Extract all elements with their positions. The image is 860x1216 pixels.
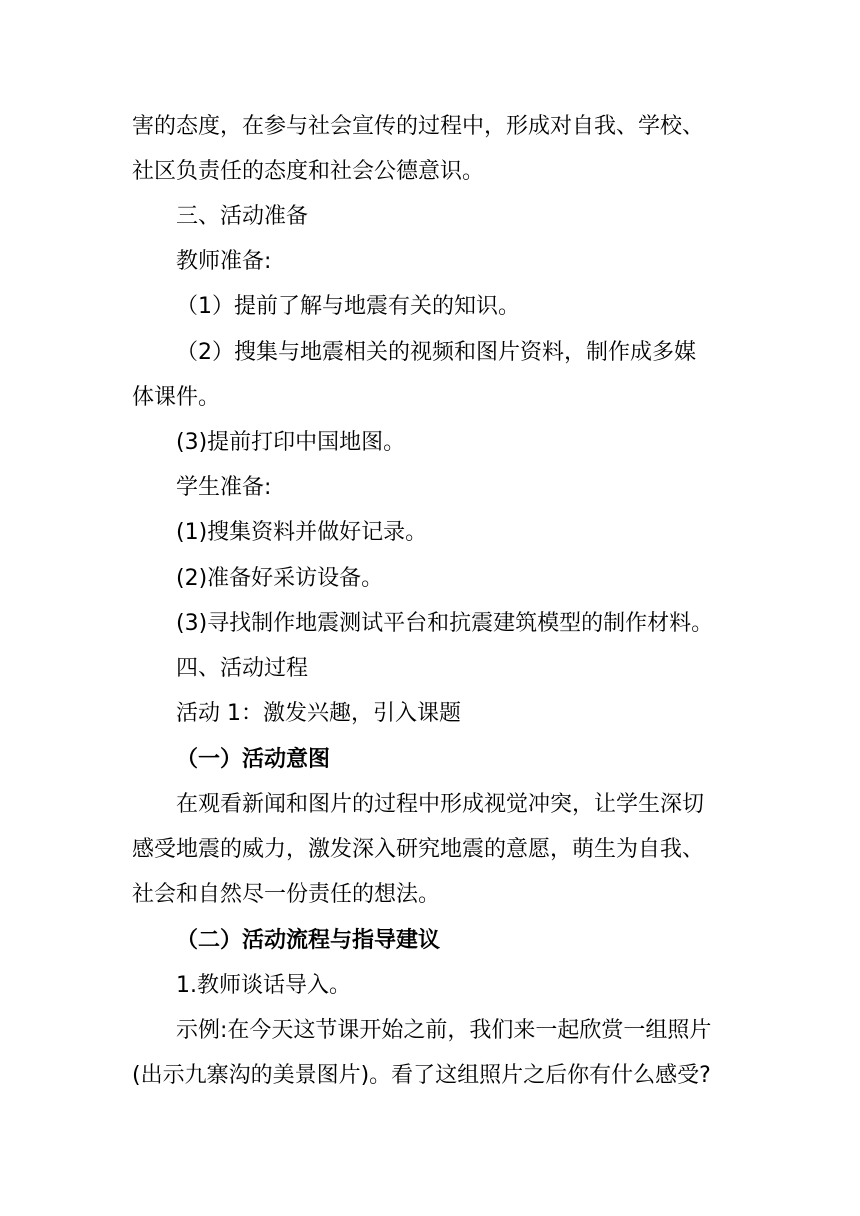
teacher-prep-item-2: （2）搜集与地震相关的视频和图片资料，制作成多媒 [176,340,696,365]
process-step-1: 1.教师谈话导入。 [176,973,351,998]
subheading-activity-intent: （一）活动意图 [176,747,331,772]
example-line-2: (出示九寨沟的美景图片)。看了这组照片之后你有什么感受? [132,1063,711,1088]
activity-1-title: 活动 1：激发兴趣，引入课题 [176,701,461,726]
intent-line-1: 在观看新闻和图片的过程中形成视觉冲突，让学生深切 [176,792,705,817]
intent-line-3: 社会和自然尽一份责任的想法。 [132,882,441,907]
student-prep-label: 学生准备: [176,475,272,500]
section-heading-4: 四、活动过程 [176,656,309,681]
student-prep-item-2: (2)准备好采访设备。 [176,566,384,591]
student-prep-item-3: (3)寻找制作地震测试平台和抗震建筑模型的制作材料。 [176,611,714,636]
teacher-prep-item-1: （1）提前了解与地震有关的知识。 [176,294,520,319]
teacher-prep-item-2-cont: 体课件。 [132,385,221,410]
teacher-prep-item-3: (3)提前打印中国地图。 [176,430,406,455]
paragraph-line-1: 害的态度，在参与社会宣传的过程中，形成对自我、学校、 [132,114,705,139]
section-heading-3: 三、活动准备 [176,204,309,229]
example-line-1: 示例:在今天这节课开始之前，我们来一起欣赏一组照片 [176,1018,712,1043]
student-prep-item-1: (1)搜集资料并做好记录。 [176,520,428,545]
teacher-prep-label: 教师准备: [176,249,272,274]
intent-line-2: 感受地震的威力，激发深入研究地震的意愿，萌生为自我、 [132,837,705,862]
subheading-activity-process: （二）活动流程与指导建议 [176,928,441,953]
paragraph-line-2: 社区负责任的态度和社会公德意识。 [132,159,485,184]
